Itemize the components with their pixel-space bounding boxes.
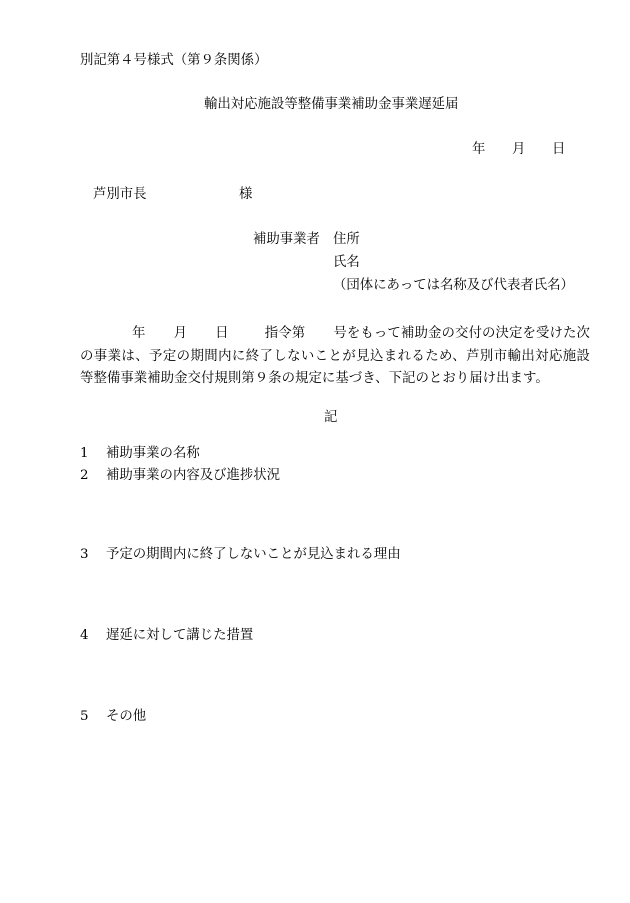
body-paragraph [80, 323, 590, 391]
ki-heading: 記 [324, 410, 338, 425]
body-order-label: 指令第 [264, 326, 306, 341]
addressee-honorific: 様 [239, 187, 253, 202]
item-number: 3 [80, 547, 89, 562]
list-item [80, 629, 253, 642]
date-day-label: 日 [552, 142, 566, 157]
applicant-organization-note: （団体にあっては名称及び代表者氏名） [333, 278, 574, 293]
item-label: 補助事業の名称 [106, 446, 200, 461]
list-item [80, 548, 401, 561]
applicant-address-line [253, 233, 360, 246]
item-label: 予定の期間内に終了しないことが見込まれる理由 [106, 547, 401, 562]
item-number: 1 [80, 446, 89, 461]
body-month-label: 月 [173, 326, 188, 341]
addressee-name: 芦別市長 [93, 187, 147, 202]
date-month-label: 月 [512, 142, 526, 157]
list-item [80, 710, 146, 723]
body-year-label: 年 [132, 326, 146, 341]
item-label: 遅延に対して講じた措置 [106, 628, 254, 643]
date-year-label: 年 [472, 142, 486, 157]
list-item [80, 469, 280, 482]
body-text: 号をもって補助金の交付の決定を受けた次の事業は、予定の期間内に終了しないことが見込まれるため、芦別市輸出対応施設等整備事業補助金交付規則第９条の規定に基づき、下記のとおり届け出ます。 [80, 326, 590, 387]
item-number: 5 [80, 709, 89, 724]
applicant-role-label: 補助事業者 [253, 232, 320, 247]
item-label: その他 [106, 709, 147, 724]
applicant-name-label: 氏名 [333, 255, 360, 270]
item-number: 2 [80, 468, 89, 483]
item-label: 補助事業の内容及び進捗状況 [106, 468, 281, 483]
form-reference: 別記第４号様式（第９条関係） [80, 53, 268, 68]
document-title: 輸出対応施設等整備事業補助金事業遅延届 [204, 97, 459, 112]
body-day-label: 日 [215, 326, 229, 341]
applicant-address-label: 住所 [333, 232, 360, 247]
item-number: 4 [80, 628, 89, 643]
addressee [93, 188, 252, 201]
list-item [80, 447, 200, 460]
date-line [472, 143, 565, 156]
